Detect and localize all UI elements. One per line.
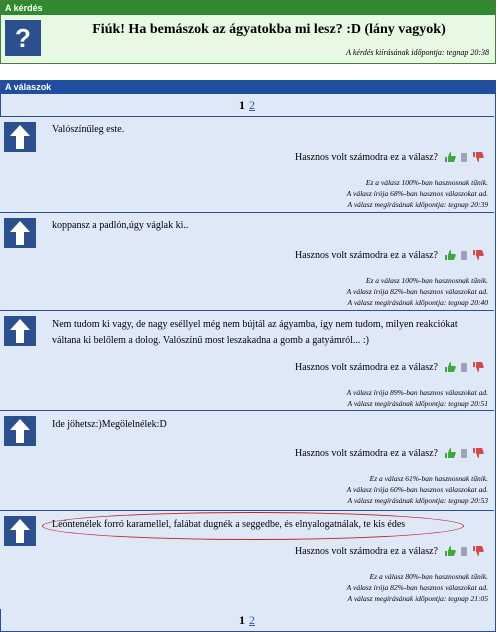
thumb-up-arrow-icon — [4, 516, 36, 546]
thumbs-down-icon[interactable] — [472, 361, 484, 373]
question-title: Fiúk! Ha bemászok az ágyatokba mi lesz? :D (lány vagyok) — [92, 22, 446, 37]
thumb-up-arrow-icon — [4, 416, 36, 446]
answer-item — [0, 510, 494, 609]
neutral-icon[interactable] — [458, 249, 470, 261]
question-icon: ? — [5, 20, 41, 56]
thumbs-down-icon[interactable] — [472, 545, 484, 557]
useful-prompt: Hasznos volt számodra ez a válasz? — [295, 545, 438, 557]
question-posted-time: A kérdés kiírásának időpontja: tegnap 20:38 — [346, 48, 489, 57]
pager-next-link[interactable]: 2 — [249, 98, 255, 112]
thumbs-up-icon[interactable] — [444, 545, 456, 557]
answer-stats — [168, 275, 488, 308]
answer-item — [0, 310, 494, 411]
useful-vote-row — [295, 447, 484, 459]
answers-header: A válaszok — [1, 81, 495, 94]
neutral-icon[interactable] — [458, 447, 470, 459]
stat-author: A válasz írója 82%-ban hasznos válaszokat ad. — [346, 287, 488, 296]
thumb-up-arrow-icon — [4, 122, 36, 152]
useful-prompt: Hasznos volt számodra ez a válasz? — [295, 447, 438, 459]
answer-stats — [168, 473, 488, 506]
question-box — [0, 0, 496, 64]
answer-stats — [168, 571, 488, 604]
neutral-icon[interactable] — [458, 545, 470, 557]
answer-text: Valószínűleg este. — [52, 124, 125, 135]
thumbs-down-icon[interactable] — [472, 151, 484, 163]
useful-vote-row — [295, 151, 484, 163]
stat-usefulness: Ez a válasz 100%-ban hasznosnak tűnik. — [365, 276, 488, 285]
answer-item — [0, 212, 494, 311]
stat-time: A válasz megírásának időpontja: tegnap 20:39 — [347, 200, 488, 209]
stat-time: A válasz megírásának időpontja: tegnap 20:40 — [347, 298, 488, 307]
pager-current: 1 — [239, 98, 245, 112]
useful-prompt: Hasznos volt számodra ez a válasz? — [295, 151, 438, 163]
neutral-icon[interactable] — [458, 151, 470, 163]
stat-usefulness: Ez a válasz 100%-ban hasznosnak tűnik. — [365, 178, 488, 187]
stat-time: A válasz megírásának időpontja: tegnap 21:05 — [347, 594, 488, 603]
stat-author: A válasz írója 89%-ban hasznos válaszokat ad. — [346, 388, 488, 397]
thumbs-up-icon[interactable] — [444, 361, 456, 373]
thumb-up-arrow-icon — [4, 316, 36, 346]
thumbs-up-icon[interactable] — [444, 151, 456, 163]
pager-current: 1 — [239, 613, 245, 627]
thumb-up-arrow-icon — [4, 218, 36, 248]
thumbs-down-icon[interactable] — [472, 249, 484, 261]
answer-text: Ide jöhetsz:)Megölelnélek:D — [52, 419, 167, 430]
thumbs-up-icon[interactable] — [444, 447, 456, 459]
stat-usefulness: Ez a válasz 80%-ban hasznosnak tűnik. — [369, 572, 488, 581]
useful-vote-row — [295, 249, 484, 261]
pager-top — [0, 98, 494, 113]
stat-author: A válasz írója 68%-ban hasznos válaszokat ad. — [346, 189, 488, 198]
pager-next-link[interactable]: 2 — [249, 613, 255, 627]
stat-usefulness: Ez a válasz 61%-ban hasznosnak tűnik. — [369, 474, 488, 483]
thumbs-up-icon[interactable] — [444, 249, 456, 261]
answer-text: Nem tudom ki vagy, de nagy eséllyel még nem bújtál az ágyamba, így nem tudom, milyen reakciókat váltana ki belőlem a dolog. Valószínű most leszakadna a gomb a gatyámról... :) — [52, 319, 458, 346]
stat-time: A válasz megírásának időpontja: tegnap 20:53 — [347, 496, 488, 505]
useful-vote-row — [295, 361, 484, 373]
pager-bottom — [0, 613, 494, 628]
answer-item — [0, 116, 494, 213]
question-header: A kérdés — [1, 1, 495, 15]
neutral-icon[interactable] — [458, 361, 470, 373]
answer-stats — [168, 177, 488, 210]
answer-text: koppansz a padlón,úgy váglak ki.. — [52, 220, 189, 231]
answer-text: Leöntenélek forró karamellel, falábat dugnék a seggedbe, és elnyalogatnálak, te kis édes — [52, 519, 406, 530]
stat-author: A válasz írója 82%-ban hasznos válaszokat ad. — [346, 583, 488, 592]
answer-item — [0, 410, 494, 511]
stat-author: A válasz írója 60%-ban hasznos válaszokat ad. — [346, 485, 488, 494]
useful-vote-row — [295, 545, 484, 557]
useful-prompt: Hasznos volt számodra ez a válasz? — [295, 249, 438, 261]
stat-time: A válasz megírásának időpontja: tegnap 20:51 — [347, 399, 488, 408]
answer-stats — [168, 387, 488, 409]
useful-prompt: Hasznos volt számodra ez a válasz? — [295, 361, 438, 373]
thumbs-down-icon[interactable] — [472, 447, 484, 459]
